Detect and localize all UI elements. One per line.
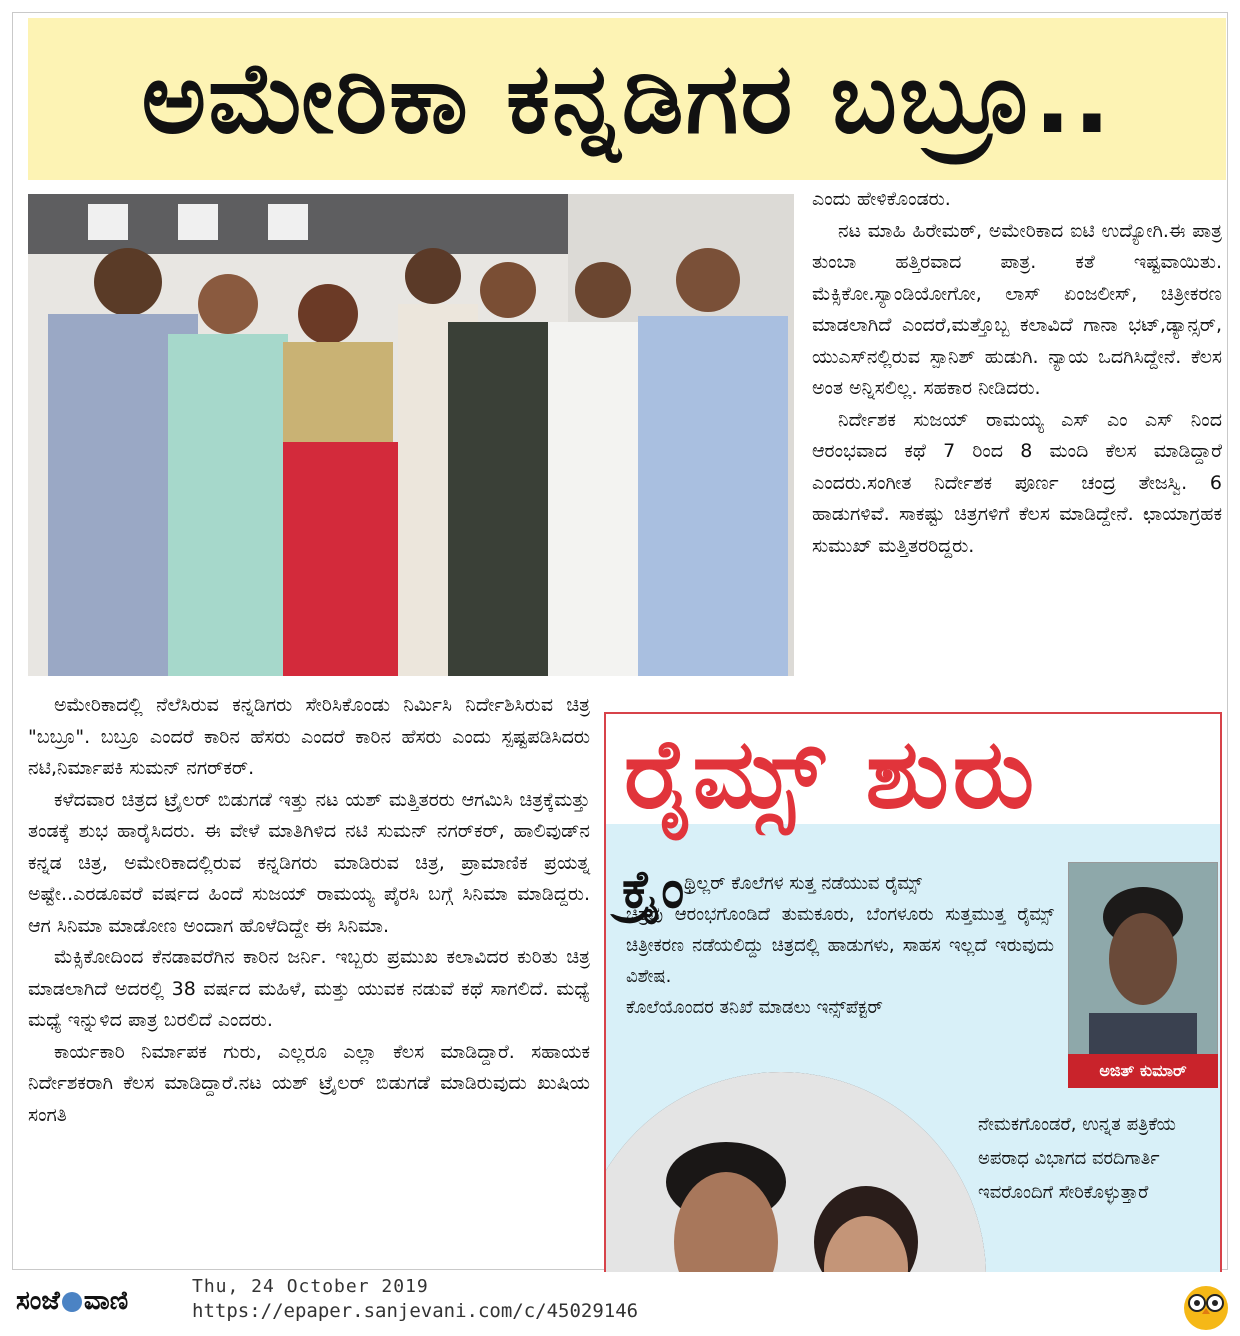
issue-date: Thu, 24 October 2019 [192,1276,429,1297]
second-story-text [626,868,1054,1023]
right-column-text [812,184,1222,562]
dropcap: ಕ್ರೈಂ [622,860,685,920]
headline-banner [28,18,1226,180]
main-headline: ಅಮೇರಿಕಾ ಕನ್ನಡಿಗರ ಬಬ್ರೂ.. [141,41,1113,156]
couple-illustration [604,1072,986,1276]
second-story-box [604,712,1222,1276]
sanjevani-logo[interactable] [16,1286,128,1317]
group-photo [28,194,794,676]
globe-icon [62,1292,82,1312]
second-story-header [606,714,1220,830]
portrait-illustration [1069,863,1217,1055]
paragraph: ನಿರ್ದೇಶಕ ಸುಜಯ್ ರಾಮಯ್ಯ ಎಸ್ ಎಂ ಎಸ್ ನಿಂದ ಆರಂಭವಾದ ಕಥೆ 7 ರಿಂದ 8 ಮಂದಿ ಕೆಲಸ ಮಾಡಿದ್ದಾರೆ ಎಂದರು.ಸಂಗೀತ ನಿರ್ದೇಶಕ ಪೂರ್ಣ ಚಂದ್ರ ತೇಜಸ್ವಿ. 6 ಹಾಡುಗಳಿವೆ. ಸಾಕಷ್ಟು ಚಿತ್ರಗಳಿಗೆ ಕೆಲಸ ಮಾಡಿದ್ದೇನೆ. ಛಾಯಾಗ್ರಹಕ ಸುಮುಖ್ ಮತ್ತಿತರರಿದ್ದರು. [812,408,1222,557]
clipping-url[interactable]: https://epaper.sanjevani.com/c/45029146 [192,1300,639,1322]
paragraph: ಮೆಕ್ಸಿಕೋದಿಂದ ಕೆನಡಾವರೆಗಿನ ಕಾರಿನ ಜರ್ನಿ. ಇಬ್ಬರು ಪ್ರಮುಖ ಕಲಾವಿದರ ಕುರಿತು ಚಿತ್ರ ಮಾಡಲಾಗಿದೆ ಅದರಲ್ಲಿ 38 ವರ್ಷದ ಮಹಿಳೆ, ಮತ್ತು ಯುವಕ ನಡುವೆ ಕಥೆ ಸಾಗಲಿದೆ. ಮಧ್ಯೆ ಮಧ್ಯೆ ಇನ್ನುಳಿದ ಪಾತ್ರ ಬರಲಿದೆ ಎಂದರು. [28,946,590,1031]
group-photo-illustration [28,194,794,676]
story-line: ಚಿತ್ರವು ಆರಂಭಗೊಂಡಿದೆ ತುಮಕೂರು, ಬೆಂಗಳೂರು ಸುತ್ತಮುತ್ತ ರೈಮ್ಸ್ ಚಿತ್ರೀಕರಣ ನಡೆಯಲಿದ್ದು ಚಿತ್ರದಲ್ಲಿ ಹಾಡುಗಳು, ಸಾಹಸ ಇಲ್ಲದೆ ಇರುವುದು ವಿಶೇಷ. [626,904,1054,987]
logo-text-left: ಸಂಜೆ [16,1286,60,1316]
paragraph: ಕಳೆದವಾರ ಚಿತ್ರದ ಟ್ರೈಲರ್ ಬಿಡುಗಡೆ ಇತ್ತು ನಟ ಯಶ್ ಮತ್ತಿತರರು ಆಗಮಿಸಿ ಚಿತ್ರಕ್ಕೆಮತ್ತು ತಂಡಕ್ಕೆ ಶುಭ ಹಾರೈಸಿದರು. ಈ ವೇಳೆ ಮಾತಿಗಿಳಿದ ನಟಿ ಸುಮನ್ ನಗರ್‌ಕರ್, ಹಾಲಿವುಡ್‌ನ ಕನ್ನಡ ಚಿತ್ರ, ಅಮೇರಿಕಾದಲ್ಲಿರುವ ಕನ್ನಡಿಗರು ಮಾಡಿರುವ ಚಿತ್ರ, ಪ್ರಾಮಾಣಿಕ ಪ್ರಯತ್ನ ಅಷ್ಟೇ..ಎರಡೂವರೆ ವರ್ಷದ ಹಿಂದೆ ಸುಜಯ್ ರಾಮಯ್ಯ ಪೈರಸಿ ಬಗ್ಗೆ ಸಿನಿಮಾ ಮಾಡಿದ್ದರು. ಆಗ ಸಿನಿಮಾ ಮಾಡೋಣ ಅಂದಾಗ ಹೊಳೆದಿದ್ದೇ ಈ ಸಿನಿಮಾ. [28,788,590,937]
continuation-text: ನೇಮಕಗೊಂಡರೆ, ಉನ್ನತ ಪತ್ರಿಕೆಯ ಅಪರಾಧ ವಿಭಾಗದ ವರದಿಗಾರ್ತಿ ಇವರೊಂದಿಗೆ ಸೇರಿಕೊಳ್ಳುತ್ತಾರೆ [978,1114,1176,1203]
paragraph: ಕಾರ್ಯಕಾರಿ ನಿರ್ಮಾಪಕ ಗುರು, ಎಲ್ಲರೂ ಎಲ್ಲಾ ಕೆಲಸ ಮಾಡಿದ್ದಾರೆ. ಸಹಾಯಕ ನಿರ್ದೇಶಕರಾಗಿ ಕೆಲಸ ಮಾಡಿದ್ದಾರೆ.ನಟ ಯಶ್ ಟ್ರೈಲರ್ ಬಿಡುಗಡೆ ಮಾಡಿರುವುದು ಖುಷಿಯ ಸಂಗತಿ [28,1040,590,1126]
paragraph: ನಟ ಮಾಹಿ ಹಿರೇಮಠ್, ಅಮೇರಿಕಾದ ಐಟಿ ಉದ್ಯೋಗಿ.ಈ ಪಾತ್ರ ತುಂಬಾ ಹತ್ತಿರವಾದ ಪಾತ್ರ. ಕತೆ ಇಷ್ಟವಾಯಿತು. ಮೆಕ್ಸಿಕೋ.ಸ್ಯಾಂಡಿಯೋಗೋ, ಲಾಸ್ ಏಂಜಲೀಸ್, ಚಿತ್ರೀಕರಣ ಮಾಡಲಾಗಿದೆ ಎಂದರೆ,ಮತ್ತೊಬ್ಬ ಕಲಾವಿದೆ ಗಾನಾ ಭಟ್,ಡ್ಯಾನ್ಸರ್, ಯುಎಸ್‌ನಲ್ಲಿರುವ ಸ್ಪಾನಿಶ್ ಹುಡುಗಿ. ನ್ಯಾಯ ಒದಗಿಸಿದ್ದೇನೆ. ಕೆಲಸ ಅಂತ ಅನ್ನಿಸಲಿಲ್ಲ. ಸಹಕಾರ ನೀಡಿದರು. [812,219,1222,399]
paragraph: ಅಮೇರಿಕಾದಲ್ಲಿ ನೆಲೆಸಿರುವ ಕನ್ನಡಿಗರು ಸೇರಿಸಿಕೊಂಡು ನಿರ್ಮಿಸಿ ನಿರ್ದೇಶಿಸಿರುವ ಚಿತ್ರ "ಬಬ್ರೂ". ಬಬ್ರೂ ಎಂದರೆ ಕಾರಿನ ಹೆಸರು ಎಂದರೆ ಕಾರಿನ ಹೆಸರು ಎಂದು ಸ್ಪಷ್ಟಪಡಿಸಿದರು ನಟಿ,ನಿರ್ಮಾಪಕಿ ಸುಮನ್ ನಗರ್‌ಕರ್. [28,694,590,779]
second-headline: ರೈಮ್ಸ್ ಶುರು [624,718,1039,830]
couple-photo [604,1072,986,1276]
portrait-photo [1068,862,1218,1056]
left-column-text [28,690,590,1131]
story-line: ಥ್ರಿಲ್ಲರ್ ಕೊಲೆಗಳ ಸುತ್ತ ನಡೆಯುವ ರೈಮ್ಸ್ [684,873,922,894]
paragraph: ಎಂದು ಹೇಳಿಕೊಂಡರು. [812,188,951,210]
logo-text-right: ವಾಣಿ [83,1286,129,1316]
footer-bar [0,1272,1240,1336]
story-line: ಕೊಲೆಯೊಂದರ ತನಿಖೆ ಮಾಡಲು ಇನ್ಸ್‌ಪೆಕ್ಟರ್ [626,997,883,1018]
owl-icon[interactable] [1178,1276,1234,1332]
portrait-caption: ಅಜಿತ್ ಕುಮಾರ್ [1068,1054,1218,1088]
